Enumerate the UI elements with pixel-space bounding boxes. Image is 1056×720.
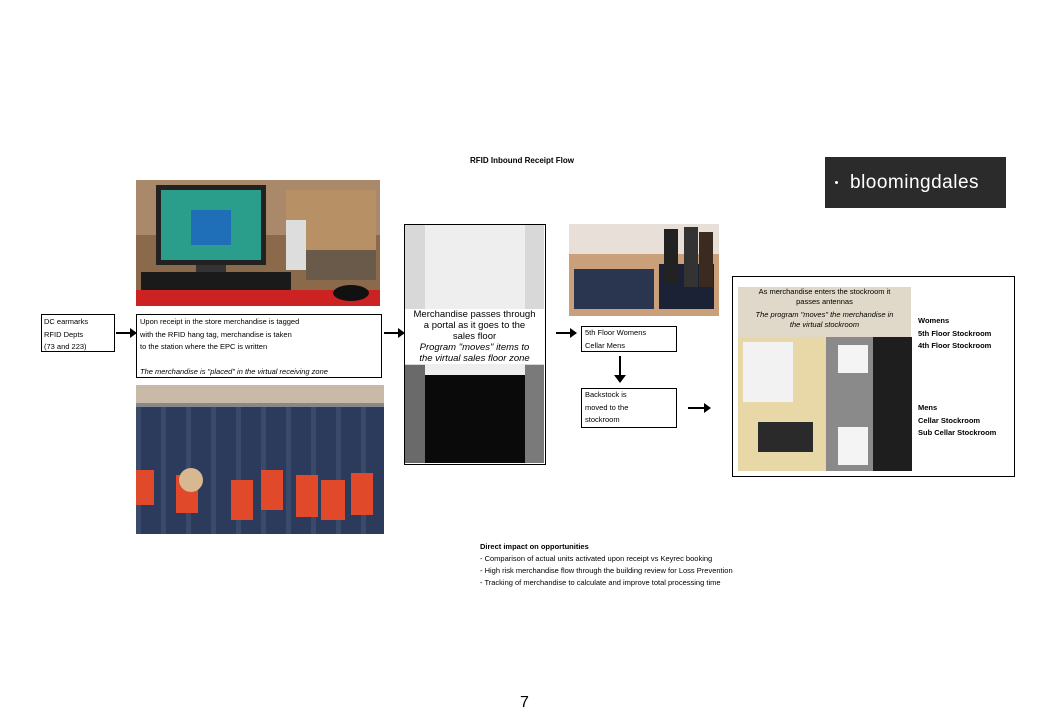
impact-section xyxy=(480,541,733,589)
photo-encoding-station xyxy=(136,180,380,306)
mens-line: Cellar Stockroom xyxy=(918,415,981,425)
impact-item: - Tracking of merchandise to calculate and improve total processing time xyxy=(480,578,721,587)
womens-line: 5th Floor Stockroom xyxy=(918,328,992,338)
portal-caption xyxy=(405,309,544,364)
portal-italic: the virtual sales floor zone xyxy=(419,353,530,364)
womens-stockrooms xyxy=(918,315,991,353)
arrow-floor-to-backstock xyxy=(613,356,627,384)
impact-heading: Direct impact on opportunities xyxy=(480,542,589,551)
receipt-line: with the RFID hang tag, merchandise is taken xyxy=(140,329,292,339)
floor-line: 5th Floor Womens xyxy=(585,328,647,337)
photo-sales-floor xyxy=(569,224,719,316)
portal-line: a portal as it goes to the xyxy=(423,320,526,331)
stockroom-line: passes antennas xyxy=(796,296,853,306)
mens-line: Mens xyxy=(918,403,938,412)
logo-dot xyxy=(835,181,838,184)
receipt-line: to the station where the EPC is written xyxy=(140,342,268,351)
stockroom-line: As merchandise enters the stockroom it xyxy=(758,287,891,296)
portal-italic: Program "moves" items to xyxy=(419,342,530,353)
stockroom-caption xyxy=(738,287,911,339)
portal-line: sales floor xyxy=(452,331,497,342)
mens-line: Sub Cellar Stockroom xyxy=(918,428,997,437)
dc-line: DC earmarks xyxy=(44,317,89,326)
receipt-italic-note: The merchandise is "placed" in the virtual receiving zone xyxy=(140,366,328,376)
womens-line: 4th Floor Stockroom xyxy=(918,341,992,350)
backstock-line: stockroom xyxy=(585,415,620,424)
portal-line: Merchandise passes through xyxy=(413,309,536,320)
sales-floor-box xyxy=(581,326,677,352)
dc-line: RFID Depts xyxy=(44,329,84,339)
diagram-title: RFID Inbound Receipt Flow xyxy=(470,156,574,165)
arrow-receipt-to-portal xyxy=(384,327,406,339)
receipt-tagging-box xyxy=(136,314,382,378)
photo-stockroom-antennas xyxy=(738,337,912,471)
mens-stockrooms xyxy=(918,402,996,440)
page-number: 7 xyxy=(520,694,529,711)
photo-tagged-jeans xyxy=(136,385,384,534)
bloomingdales-logo xyxy=(825,157,1006,208)
dc-line: (73 and 223) xyxy=(44,342,87,351)
arrow-portal-to-floor xyxy=(556,327,578,339)
impact-item: - Comparison of actual units activated upon receipt vs Keyrec booking xyxy=(480,554,713,563)
impact-item: - High risk merchandise flow through the building review for Loss Prevention xyxy=(480,566,733,575)
receipt-line: Upon receipt in the store merchandise is tagged xyxy=(140,317,300,326)
stockroom-italic: the virtual stockroom xyxy=(789,319,860,329)
stockroom-italic: The program "moves" the merchandise in xyxy=(755,310,894,319)
arrow-dc-to-receipt xyxy=(116,327,138,339)
backstock-line: Backstock is xyxy=(585,390,627,399)
arrow-backstock-to-stockroom xyxy=(688,402,712,414)
logo-text: bloomingdales xyxy=(850,171,980,193)
floor-line: Cellar Mens xyxy=(585,340,626,350)
backstock-line: moved to the xyxy=(585,402,629,412)
backstock-box xyxy=(581,388,677,428)
womens-line: Womens xyxy=(918,316,950,325)
dc-earmarks-box xyxy=(41,314,115,352)
portal-panel xyxy=(404,224,546,465)
stockroom-panel xyxy=(732,276,1015,477)
